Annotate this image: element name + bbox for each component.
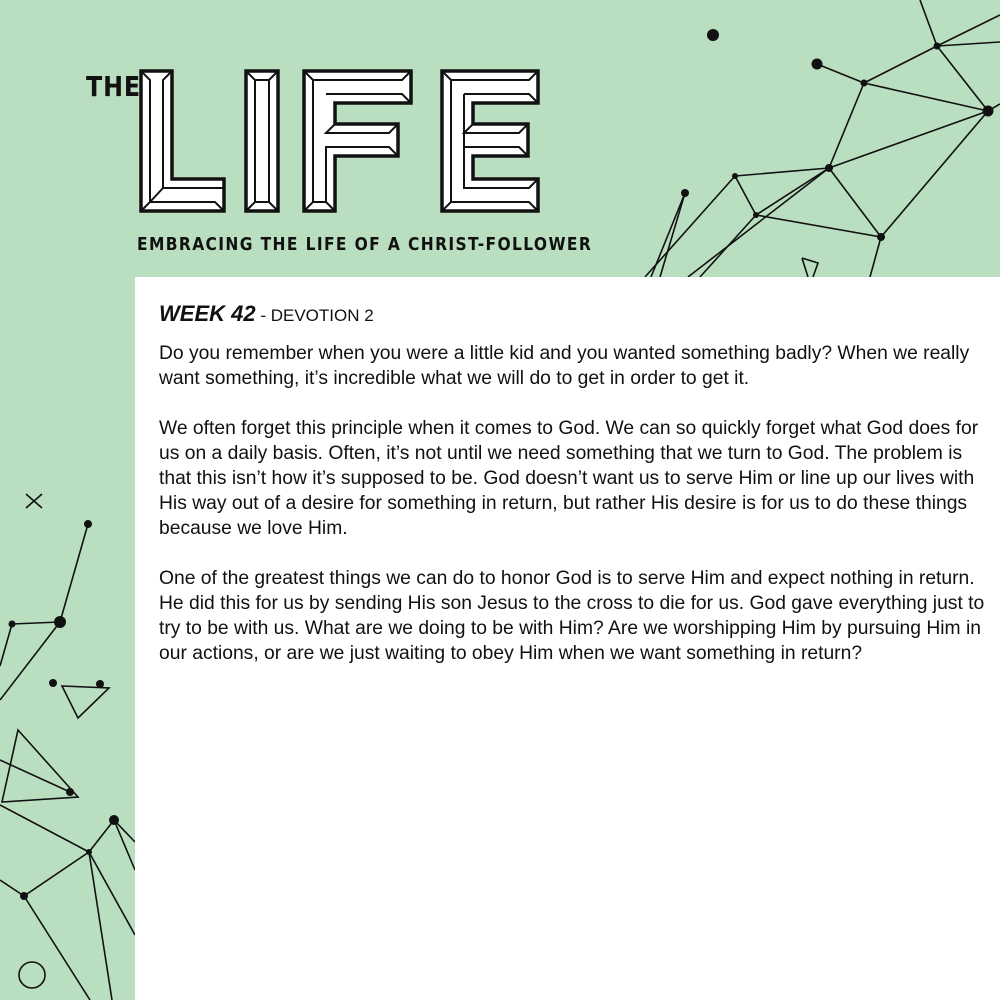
paragraph: Do you remember when you were a little kid and you wanted something badly? When we really want something, it’s incredible what we will do to get in order to get it. <box>159 343 970 389</box>
tagline: EMBRACING THE LIFE OF A CHRIST-FOLLOWER <box>137 234 593 255</box>
devotion-body <box>159 341 989 691</box>
devotion-heading <box>159 301 374 327</box>
logo-the-word: THE <box>86 70 141 103</box>
devotion-panel <box>135 277 1000 1000</box>
paragraph: We often forget this principle when it comes to God. We can so quickly forget what God does for us on a daily basis. Often, it’s not until we need something that we turn to God. The problem is that this isn’t how it’s supposed to be. God doesn’t want us to serve Him or line up our lives with His way out of a desire for something in return, but rather His desire is for us to do these things because we love Him. <box>159 418 979 539</box>
devotion-label: - DEVOTION 2 <box>255 306 374 325</box>
paragraph: One of the greatest things we can do to honor God is to serve Him and expect nothing in return. He did this for us by sending His son Jesus to the cross to die for us. God gave everything just to try to be with us. What are we doing to be with Him? Are we worshipping Him by pursuing Him in our actions, or are we just waiting to obey Him when we want something in return? <box>159 568 985 664</box>
life-logo <box>136 66 546 216</box>
week-label: WEEK 42 <box>159 301 256 326</box>
